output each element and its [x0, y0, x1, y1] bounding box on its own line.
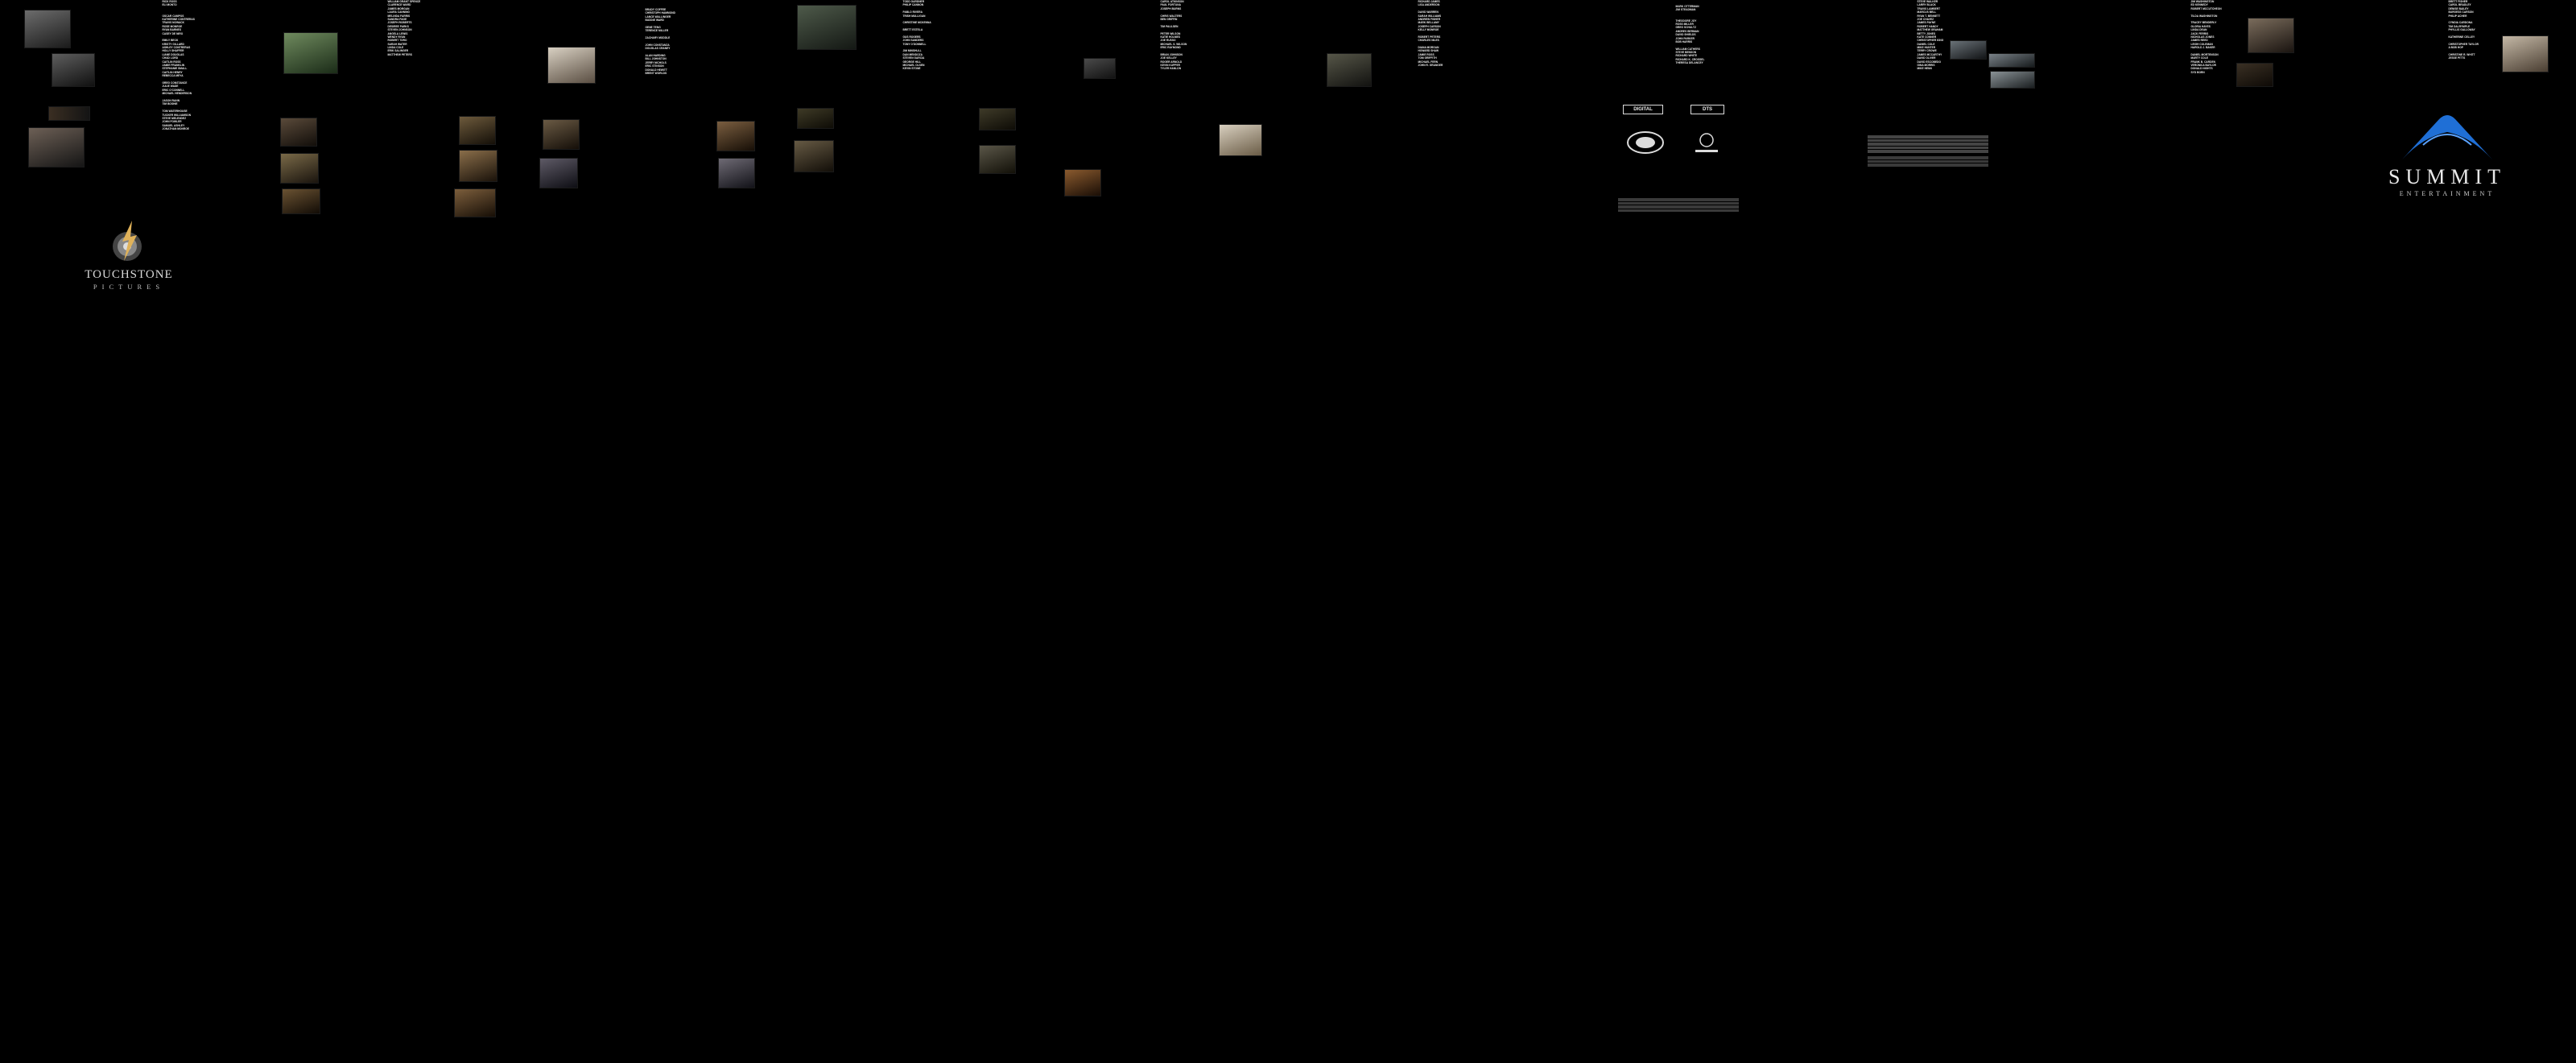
- scene-thumbnail: [454, 188, 496, 217]
- scene-thumbnail: [539, 158, 578, 188]
- credit-name: MIKE HENN: [1917, 67, 1932, 71]
- credit-name: PETER WILSON: [1160, 31, 1181, 35]
- credit-name: JOE CHAVEZ: [1917, 17, 1934, 21]
- credit-name: THERESA DELANCEY: [1675, 61, 1703, 65]
- credits-list: [1288, 0, 1546, 67]
- credit-name: TIM DALRYMPLE: [2448, 24, 2471, 28]
- credit-line: [773, 67, 1030, 70]
- credit-name: MATTHEW PETERS: [387, 52, 412, 56]
- credit-line: [258, 53, 515, 56]
- credit-name: ROGER ARNOLD: [1160, 60, 1183, 64]
- credit-name: TRACEY BENDERLY: [2190, 21, 2217, 25]
- scene-thumbnail: [979, 108, 1016, 130]
- credit-name: JAMES MORGAN: [387, 6, 410, 10]
- credit-name: JAMES MCCARTHY: [1917, 52, 1942, 56]
- credit-name: JAMIE ROSS: [1418, 52, 1435, 56]
- credit-name: ROBERT PETERS: [1418, 35, 1441, 39]
- credit-name: BOB HARRIS: [1675, 39, 1693, 43]
- scene-thumbnail: [459, 150, 497, 182]
- credit-name: ANDREW FISHER: [1418, 17, 1441, 21]
- credit-name: HAROLD J. BAKER: [2190, 46, 2215, 50]
- legal-notice: [1618, 198, 1739, 212]
- credit-name: ERIC STINSON: [645, 64, 664, 68]
- credit-name: ERIK SALINGER: [387, 49, 409, 53]
- credit-name: RICHARD JAMES: [1418, 0, 1440, 3]
- credit-name: JONATHAN MONROE: [162, 127, 189, 131]
- credit-name: SARAH WATER: [387, 42, 407, 46]
- credit-name: KELLY MONROE: [1418, 28, 1439, 32]
- touchstone-logo: [72, 216, 185, 291]
- credit-role: [2068, 71, 2191, 74]
- credit-name: JOHN CONSTANZA: [645, 43, 670, 47]
- credit-name: TILDA WASHINGTON: [2190, 14, 2218, 18]
- credit-name: DANIEL COLE: [1917, 42, 1935, 46]
- credit-name: RYAN BARNES: [162, 28, 182, 32]
- credit-name: RYAN T. BENNETT: [1917, 14, 1941, 18]
- credit-name: BRENT WORLDS: [645, 72, 667, 76]
- scene-thumbnail: [794, 140, 834, 172]
- credit-name: TIM BOSHIE: [162, 102, 178, 106]
- credit-name: CASEY DE NIRO: [162, 31, 184, 35]
- credit-name: JIM MINSHULL: [902, 49, 922, 53]
- credit-name: TODD GARDNER: [902, 0, 925, 3]
- credits-list: [2318, 0, 2576, 60]
- credit-name: PHILIP CANNON: [902, 3, 924, 7]
- credit-name: NICHOLAS JONES: [2190, 35, 2215, 39]
- credit-name: ASHLEY CONTRERAS: [162, 46, 191, 50]
- credits-list: [32, 0, 290, 130]
- credit-name: PHYLLIS GALLOWAY: [2448, 28, 2475, 32]
- credit-line: [1288, 64, 1546, 67]
- credit-name: CYNDIA CARDONA: [2448, 21, 2473, 25]
- credit-name: LANCE WALLINGER: [645, 14, 671, 19]
- credit-name: REBECCA MEYA: [162, 74, 184, 78]
- credit-name: SYD BORN: [2190, 70, 2205, 74]
- credit-name: CAITLIN ROSS: [162, 60, 181, 64]
- credit-name: BILL JOHNSTON: [645, 57, 667, 61]
- credit-name: JOSEPH BURNS: [1160, 6, 1182, 10]
- credit-name: CHRISTOPHER KING: [1917, 39, 1944, 43]
- credit-role: [780, 67, 903, 70]
- credit-name: CAROL BRADLEY: [2448, 3, 2471, 7]
- credit-name: TRISH MULLIGAN: [902, 14, 926, 18]
- credit-name: WILLIAM GRANT SPENCE: [387, 0, 421, 3]
- credit-name: TUCKER WILLIAMSON: [162, 113, 192, 117]
- credit-name: CHARLES NILES: [1418, 39, 1439, 43]
- credit-name: TERENCE MILLER: [645, 29, 669, 33]
- logo-wordmark: SUMMIT: [2388, 165, 2506, 188]
- credits-list: [1030, 0, 1288, 71]
- credit-name: ERIC RAYMOND: [1160, 46, 1181, 50]
- credit-name: CHRISTOPHER TAYLOR: [2448, 42, 2479, 46]
- credit-name: MICHAEL HENDERSON: [162, 92, 192, 96]
- credit-name: TIM PAULSEN: [1160, 24, 1179, 28]
- credit-name: JOHN R. GRANGER: [1418, 64, 1443, 68]
- credit-line: [1546, 61, 1803, 64]
- credits-frame-9: [2061, 0, 2318, 225]
- credit-name: JOE RUSSO: [1160, 39, 1176, 43]
- credits-list: [1546, 5, 1803, 65]
- credit-name: STEVE WALKER: [1917, 0, 1938, 3]
- credit-name: ZACHARY MODDLE: [645, 36, 671, 40]
- union-seal-icon: [1690, 130, 1723, 155]
- credit-name: KEVIN STONE: [902, 67, 921, 71]
- credits-frame-10: [2318, 0, 2576, 225]
- credit-name: SAMUEL ASHLEY: [162, 123, 185, 127]
- credit-name: RICHARD K. CROSSEL: [1675, 57, 1705, 61]
- scene-thumbnail: [28, 127, 85, 168]
- credit-name: SANDRA PAGE: [387, 17, 407, 21]
- credit-name: STEVE MELENDEZ: [162, 116, 187, 120]
- scene-thumbnail: [280, 153, 319, 184]
- credit-name: CHRISTINE MCKENNA: [902, 21, 931, 25]
- credit-name: TRAVIS LAMBERT: [1917, 6, 1941, 10]
- credit-name: KEVIN KUPPER: [1160, 64, 1181, 68]
- credit-name: SARAH WILLIAMS: [1418, 14, 1442, 18]
- credit-name: MICHAEL OLSEN: [902, 64, 925, 68]
- credit-line: [2061, 71, 2318, 74]
- credit-name: HOWARD SHAW: [1418, 49, 1439, 53]
- credit-name: LINDA COLE: [387, 46, 404, 50]
- credit-role: [522, 72, 646, 75]
- credit-name: MATTHEW GRAHAM: [1917, 28, 1943, 32]
- credit-name: JULIE WADE: [162, 85, 179, 89]
- credit-name: JERRY NICHOLS: [645, 60, 667, 64]
- credit-name: JIM STEADMAN: [1675, 8, 1696, 12]
- credit-name: THEODORE JOY: [1675, 19, 1697, 23]
- credit-name: ED KENNEDY: [2190, 3, 2208, 7]
- credit-name: MICHAEL FERN: [1418, 60, 1439, 64]
- credit-name: ROSS MILLER: [1675, 22, 1694, 26]
- credit-name: JOSEPH ROBERTS: [387, 21, 412, 25]
- credit-name: HOLLY SHAFFER: [162, 49, 184, 53]
- credit-name: JASON RANN: [162, 98, 180, 102]
- credits-frame-2: [258, 0, 515, 225]
- scene-thumbnail: [718, 158, 755, 188]
- credit-name: DAVID SHIELDS: [1675, 33, 1696, 37]
- credit-role: [1553, 61, 1676, 64]
- scene-thumbnail: [282, 188, 320, 214]
- credit-name: BRADY COFFEE: [645, 8, 667, 11]
- credit-name: BETTY JONES: [1917, 31, 1936, 35]
- logo-subtitle: ENTERTAINMENT: [2399, 190, 2496, 197]
- credit-name: EMILY BECK: [162, 39, 179, 43]
- credit-name: PABLO RIVERA: [902, 10, 923, 14]
- credits-frame-8: [1803, 0, 2061, 225]
- credit-name: STEPHANIE SMALL: [162, 67, 188, 71]
- credit-name: DESIREE PARKS: [387, 24, 409, 28]
- credits-frame-4: [773, 0, 1030, 225]
- mountain-icon: [2399, 113, 2496, 161]
- credit-name: KATIE HOLMES: [1160, 35, 1180, 39]
- credit-name: GINA MORRIS: [1917, 64, 1935, 68]
- credit-name: LARRY BLACK: [1917, 3, 1936, 7]
- credit-name: ROBERT TORO: [387, 39, 407, 43]
- credit-name: VERONICA BAYLOR: [2190, 64, 2217, 68]
- credit-line: [32, 127, 290, 130]
- scene-thumbnail: [543, 119, 580, 150]
- credit-name: MARCUS BELL: [1917, 10, 1937, 14]
- credits-frame-5: [1030, 0, 1288, 225]
- credit-name: ERIC O'CONNELL: [162, 88, 185, 92]
- credit-name: DIANA MORGAN: [1418, 46, 1439, 50]
- digital-badge: DIGITAL: [1623, 105, 1663, 114]
- credit-name: PHILIP ACHER: [2448, 14, 2467, 18]
- credit-name: DAN MENDOZA: [902, 52, 923, 56]
- credit-role: [2326, 56, 2449, 60]
- credit-name: DONALD HEWITT: [645, 68, 667, 72]
- credit-name: BEN GRIFFIN: [1160, 17, 1178, 21]
- credit-name: DOUGLAS CRANEY: [645, 47, 671, 51]
- credit-name: JAMIE FRANKLIN: [162, 64, 185, 68]
- credit-name: CHRIS WALTERS: [1160, 14, 1183, 18]
- credit-name: CHRISTINE R. WHITT: [2448, 52, 2475, 56]
- credits-list: [1787, 0, 2045, 71]
- scene-thumbnail: [979, 145, 1016, 174]
- credit-name: JAMES PAYNE: [1917, 21, 1936, 25]
- credit-name: LEIGH COLEMAN: [2190, 42, 2213, 46]
- credit-name: DONALD NIGHTS: [2190, 67, 2213, 71]
- credit-line: [1030, 67, 1288, 70]
- scene-thumbnail: [459, 116, 496, 145]
- credit-name: TERRY CROWE: [1917, 49, 1937, 53]
- credit-name: MARK BELLAMY: [1418, 21, 1439, 25]
- credit-name: FRANK B. CARDEN: [2190, 60, 2215, 64]
- logo-subtitle: PICTURES: [93, 283, 165, 291]
- credit-name: RICK ROSS: [162, 0, 177, 3]
- credits-list: [258, 0, 515, 56]
- credit-name: TONY O'DONNELL: [902, 42, 927, 46]
- credit-name: CAITLIN HENRY: [162, 70, 183, 74]
- credit-name: JACK FERRIS: [2190, 31, 2209, 35]
- credit-name: WENDY RYAN: [387, 35, 406, 39]
- credit-name: ROBERT HANDY: [1917, 24, 1938, 28]
- lightning-bolt-icon: [105, 216, 153, 264]
- dts-badge: DTS: [1690, 105, 1724, 114]
- credit-name: OSCAR CAMPOS: [162, 14, 184, 18]
- credit-name: MELINDA FARRIS: [387, 14, 411, 18]
- credit-name: BRETT FISHER: [2448, 0, 2468, 3]
- credit-name: LINDA DEAN: [2190, 28, 2207, 32]
- credit-name: BUDDIE WARD: [645, 19, 664, 23]
- scene-thumbnail: [280, 118, 317, 147]
- credit-name: MARK OTTERMAN: [1675, 5, 1699, 8]
- credit-name: LISA ANDERSON: [1418, 3, 1440, 7]
- credit-name: ROSE MONROE: [162, 24, 183, 28]
- credit-name: MARTY COLE: [2190, 56, 2209, 60]
- credits-list: [2061, 0, 2318, 74]
- credit-role: [1295, 64, 1418, 67]
- scene-thumbnail: [716, 121, 755, 151]
- credit-name: JIM WASHINGTON: [2190, 0, 2215, 3]
- credit-name: ANDRES BERMAN: [1675, 29, 1699, 33]
- credit-name: ELI MONTO: [162, 3, 177, 7]
- credit-name: ROBERT MCCUTCHEON: [2190, 6, 2222, 10]
- credit-name: TRAVIS NOWACK: [162, 21, 185, 25]
- credit-name: BURGESS CARSON: [2448, 10, 2474, 14]
- credit-name: BRETT ESTELA: [902, 28, 923, 32]
- credit-name: CAROL ATKINSON: [1160, 0, 1184, 3]
- credit-name: JOHN PARKER: [1675, 36, 1695, 40]
- scene-thumbnail: [1990, 71, 2035, 89]
- logo-wordmark: TOUCHSTONE: [85, 268, 173, 281]
- credit-name: RICHARD WHITE: [1675, 54, 1698, 58]
- credits-frame-3: [515, 0, 773, 225]
- credit-name: JAMES REED: [2190, 39, 2208, 43]
- credit-name: JOHN SANDERS: [902, 39, 924, 43]
- credits-frame-6: [1288, 0, 1546, 225]
- copyright-notice: [1868, 135, 1988, 167]
- scene-thumbnail: [797, 108, 834, 129]
- credit-name: KATHERINE CELLEY: [2448, 35, 2475, 39]
- credit-name: STEVEN GARCIA: [902, 56, 925, 60]
- credit-name: PAUL FORTUNA: [1160, 3, 1181, 7]
- credit-name: GREG CONSTANCE: [162, 81, 188, 85]
- credit-name: A BOB HOP: [2448, 46, 2463, 50]
- credit-name: DAVID OLIVER: [1917, 56, 1936, 60]
- credit-name: DAVID WARREN: [1418, 10, 1439, 14]
- credit-role: [39, 127, 163, 130]
- credit-name: JOSEPH CARSON: [1418, 24, 1441, 28]
- credit-name: MIKE HUNTER: [1917, 46, 1936, 50]
- credit-name: GREG SCHULTZ: [1675, 26, 1697, 30]
- credit-name: GLORIA HAYES: [2190, 24, 2211, 28]
- credit-name: JESSE PITTS: [2448, 56, 2466, 60]
- credit-name: LIANE DOUGLAS: [162, 52, 184, 56]
- credit-name: CHRISTOPH HAMMOND: [645, 11, 675, 15]
- credit-name: DANIEL MORTENSON: [2190, 52, 2219, 56]
- credit-name: MICHAEL S. WILSON: [1160, 42, 1187, 46]
- credit-name: WILLIAM CATHERS: [1675, 47, 1700, 51]
- credit-name: CLARENCE WARD: [387, 3, 411, 7]
- credit-name: DAVID ESCOBEDO: [1917, 60, 1942, 64]
- credit-name: CHAD LORD: [162, 56, 179, 60]
- credit-line: [1787, 67, 2045, 70]
- credit-role: [1794, 67, 1918, 70]
- credit-name: TYLER HANLON: [1160, 67, 1182, 71]
- credit-name: KATHERINE CONTRERAS: [162, 17, 195, 21]
- credit-line: [515, 72, 773, 75]
- credit-name: JOE KELLEY: [1160, 56, 1177, 60]
- seal-icon: [1626, 130, 1665, 155]
- credit-name: GENE TENG: [645, 25, 661, 29]
- credits-list: [773, 0, 1030, 71]
- credit-name: TOM WATERHOUSE: [162, 110, 188, 114]
- credit-name: GUS ROGERS: [902, 35, 921, 39]
- credit-name: ALAN HARDING: [645, 54, 666, 58]
- credit-line: [2318, 56, 2576, 60]
- credit-role: [265, 53, 388, 56]
- credit-name: KATE CONNER: [1917, 35, 1937, 39]
- credits-frame-1: [0, 0, 258, 291]
- credit-name: TOM GRIFFITH: [1418, 56, 1437, 60]
- credits-frame-7: [1546, 0, 1803, 225]
- credit-name: DENISE BAILEY: [2448, 6, 2469, 10]
- credit-name: LAURA CANNING: [387, 10, 410, 14]
- credit-name: JOHN FOWLER: [162, 120, 182, 124]
- scene-thumbnail: [1064, 169, 1101, 196]
- scene-thumbnail: [1219, 124, 1262, 156]
- credits-list: [515, 8, 773, 75]
- credit-role: [1038, 67, 1161, 70]
- credit-name: BRIAN JOHNSON: [1160, 52, 1183, 56]
- credit-name: STEVE BENSON: [1675, 51, 1697, 55]
- summit-logo: [2367, 113, 2528, 197]
- credit-name: STEVEN JOHNSON: [387, 28, 412, 32]
- credit-name: ANGELA LEWIS: [387, 31, 408, 35]
- credit-name: GEORGE HILL: [902, 60, 922, 64]
- credit-name: KRISTY GILLARD: [162, 42, 184, 46]
